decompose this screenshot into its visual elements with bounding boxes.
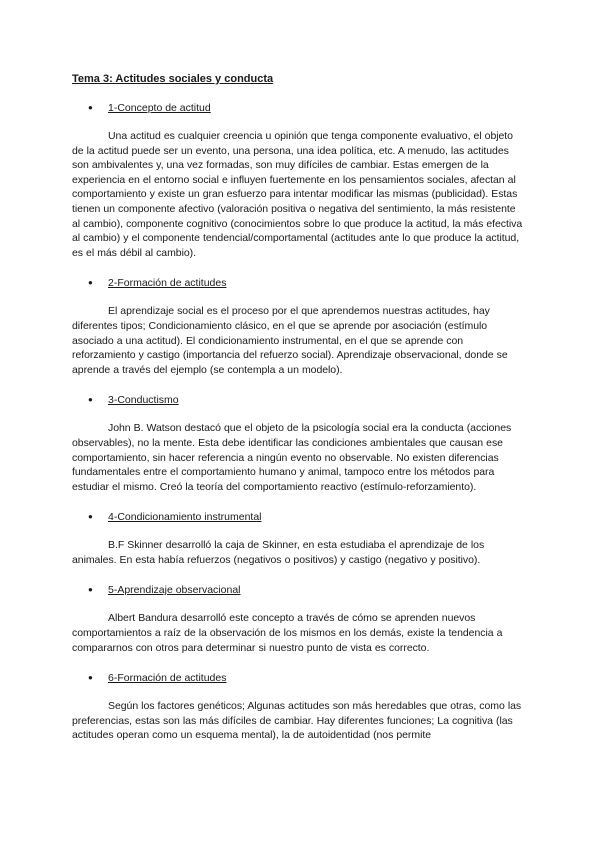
document-body bbox=[72, 101, 526, 759]
section-heading-formacion-de-actitudes-2 bbox=[72, 671, 526, 685]
section-paragraph: John B. Watson destacó que el objeto de la psicología social era la conducta (acciones observables), no la mente. Esta debe identificar las condiciones ambientales que causan ese comportamiento, sin hacer referencia a ningún evento no observable. No existen diferencias fundamentales entre el comportamiento humano y animal, tampoco entre los métodos para estudiar el mismo. Creó la teoría del comportamiento reactivo (estímulo-reforzamiento). bbox=[72, 422, 512, 493]
section-heading-formacion-de-actitudes bbox=[72, 276, 526, 290]
section-paragraph: Según los factores genéticos; Algunas actitudes son más heredables que otras, como las preferencias, estas son las más difíciles de cambiar. Hay diferentes funciones; La cognitiva (las actitudes operan como un esquema mental), la de autoidentidad (nos permite bbox=[72, 700, 522, 742]
bullet-icon: ● bbox=[88, 512, 93, 522]
bullet-icon: ● bbox=[88, 585, 93, 595]
section-heading-text: 2-Formación de actitudes bbox=[108, 277, 227, 290]
bullet-icon: ● bbox=[88, 673, 93, 683]
section-heading-text: 5-Aprendizaje observacional bbox=[108, 584, 241, 597]
bullet-icon: ● bbox=[88, 278, 93, 288]
section-heading-conductismo bbox=[72, 393, 526, 407]
section-heading-concepto-de-actitud bbox=[72, 101, 526, 115]
section-paragraph: B.F Skinner desarrolló la caja de Skinner, en esta estudiaba el aprendizaje de los animales. En esta había refuerzos (negativos o positivos) y castigo (negativo y positivo). bbox=[72, 539, 485, 566]
section-heading-condicionamiento-instrumental bbox=[72, 510, 526, 524]
document-title: Tema 3: Actitudes sociales y conducta bbox=[72, 73, 274, 85]
section-heading-aprendizaje-observacional bbox=[72, 583, 526, 597]
section-heading-text: 4-Condicionamiento instrumental bbox=[108, 511, 262, 524]
bullet-icon: ● bbox=[88, 395, 93, 405]
section-paragraph: Albert Bandura desarrolló este concepto a través de cómo se aprenden nuevos comportamientos a raíz de la observación de los mismos en los demás, existe la tendencia a compararnos con otros para determinar si nuestro punto de vista es correcto. bbox=[72, 612, 503, 654]
section-heading-text: 6-Formación de actitudes bbox=[108, 672, 227, 685]
section-paragraph: El aprendizaje social es el proceso por el que aprendemos nuestras actitudes, hay diferentes tipos; Condicionamiento clásico, en el que se aprende por asociación (estímulo asociado a una actitud). El condicionamiento instrumental, en el que se aprende con reforzamiento y castigo (importancia del refuerzo social). Aprendizaje observacional, donde se aprende a través del ejemplo (se contempla a un modelo). bbox=[72, 305, 508, 376]
section-heading-text: 3-Conductismo bbox=[108, 394, 179, 407]
section-paragraph: Una actitud es cualquier creencia u opinión que tenga componente evaluativo, el objeto de la actitud puede ser un evento, una persona, una idea política, etc. A menudo, las actitudes son ambivalentes y, una vez formadas, son muy difíciles de cambiar. Estas emergen de la experiencia en el entorno social e influyen fuertemente en los pensamientos sociales, afectan al comportamiento y existe un gran esfuerzo para intentar modificar las mismas (publicidad). Estas tienen un componente afectivo (valoración positiva o negativa del sentimiento, la más resistente al cambio), componente cognitivo (conocimientos sobre lo que produce la actitud, la más efectiva al cambio) y el componente tendencial/comportamental (actitudes ante lo que produce la actitud, es el más débil al cambio). bbox=[72, 130, 523, 259]
bullet-icon: ● bbox=[88, 103, 93, 112]
section-heading-text: 1-Concepto de actitud bbox=[108, 102, 211, 114]
